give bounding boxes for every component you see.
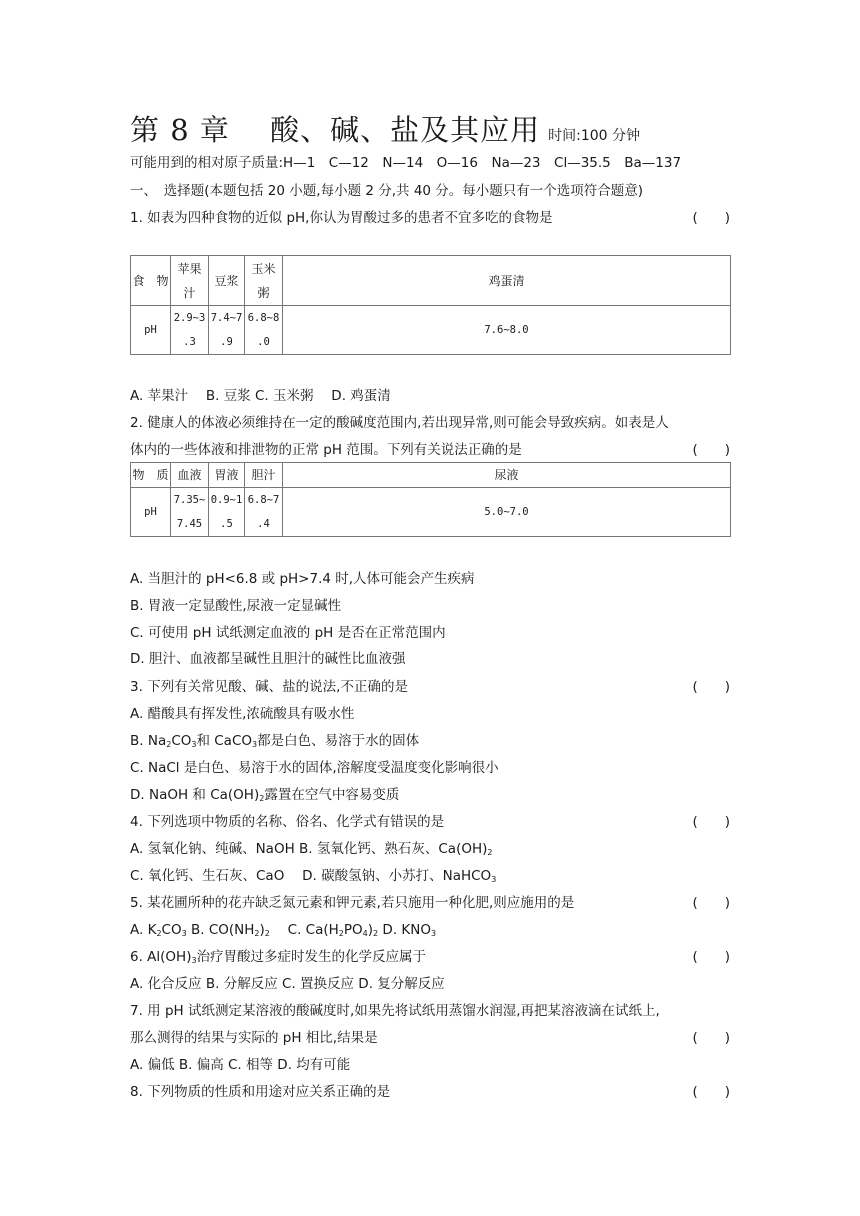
table-row	[131, 463, 731, 488]
q2-ph-table	[130, 462, 731, 537]
table-cell: 尿液	[283, 463, 731, 488]
question-3	[130, 678, 730, 696]
q1-ph-table	[130, 255, 731, 355]
table-cell: 鸡蛋清	[283, 256, 731, 306]
question-6-options: A. 化合反应 B. 分解反应 C. 置换反应 D. 复分解反应	[130, 976, 445, 992]
question-6-stem: 6. $Al(OH)_3$治疗胃酸过多症时发生的化学反应属于	[130, 949, 427, 965]
table-cell: 7.35~ 7.45	[171, 488, 209, 537]
question-3-option-b: B. $Na_2CO_3$和 CaCO$_3$都是白色、易溶于水的固体	[130, 733, 420, 749]
table-cell: 7.6~8.0	[283, 306, 731, 355]
question-4-options-ab: A. 氢氧化钠、纯碱、NaOH B. 氢氧化钙、熟石灰、$Ca(OH)_2$	[130, 841, 493, 857]
table-cell: 豆浆	[209, 256, 245, 306]
question-2-option-a: A. 当胆汁的 pH<6.8 或 pH>7.4 时,人体可能会产生疾病	[130, 571, 475, 587]
question-4-stem: 4. 下列选项中物质的名称、俗名、化学式有错误的是	[130, 814, 445, 830]
question-2-stem-line1: 2. 健康人的体液必须维持在一定的酸碱度范围内,若出现异常,则可能会导致疾病。如表是人	[130, 415, 669, 431]
time-limit: 时间:100 分钟	[548, 128, 640, 144]
answer-blank: ( )	[692, 210, 730, 226]
question-7-stem-line1: 7. 用 pH 试纸测定某溶液的酸碱度时,如果先将试纸用蒸馏水润湿,再把某溶液滴在试纸上,	[130, 1003, 660, 1019]
table-cell: 玉米 粥	[245, 256, 283, 306]
question-3-option-d: D. NaOH 和 $Ca(OH)_2$露置在空气中容易变质	[130, 787, 400, 803]
answer-blank: ( )	[692, 895, 730, 911]
answer-blank: ( )	[692, 442, 730, 458]
question-2	[130, 441, 730, 459]
table-cell: 7.4~7 .9	[209, 306, 245, 355]
answer-blank: ( )	[692, 949, 730, 965]
question-5	[130, 894, 730, 912]
question-7-stem-line2: 那么测得的结果与实际的 pH 相比,结果是	[130, 1030, 378, 1046]
question-4-options-cd: C. 氧化钙、生石灰、CaO D. 碳酸氢钠、小苏打、NaHCO$_3$	[130, 868, 497, 884]
question-7-options: A. 偏低 B. 偏高 C. 相等 D. 均有可能	[130, 1057, 351, 1073]
answer-blank: ( )	[692, 1084, 730, 1100]
table-cell: 苹果 汁	[171, 256, 209, 306]
question-2-option-d: D. 胆汁、血液都呈碱性且胆汁的碱性比血液强	[130, 651, 406, 667]
table-row	[131, 306, 731, 355]
table-cell: 胆汁	[245, 463, 283, 488]
table-cell: pH	[131, 488, 171, 537]
answer-blank: ( )	[692, 814, 730, 830]
question-5-stem: 5. 某花圃所种的花卉缺乏氮元素和钾元素,若只施用一种化肥,则应施用的是	[130, 895, 575, 911]
section-heading: 一、 选择题(本题包括 20 小题,每小题 2 分,共 40 分。每小题只有一个选项符合题意)	[130, 183, 644, 199]
question-1-stem: 1. 如表为四种食物的近似 pH,你认为胃酸过多的患者不宜多吃的食物是	[130, 210, 553, 226]
table-cell: 胃液	[209, 463, 245, 488]
answer-blank: ( )	[692, 679, 730, 695]
question-1-options: A. 苹果汁 B. 豆浆 C. 玉米粥 D. 鸡蛋清	[130, 388, 391, 404]
table-cell: 食 物	[131, 256, 171, 306]
table-row	[131, 256, 731, 306]
question-1	[130, 209, 730, 227]
question-2-option-c: C. 可使用 pH 试纸测定血液的 pH 是否在正常范围内	[130, 625, 446, 641]
question-4	[130, 813, 730, 831]
table-cell: 2.9~3 .3	[171, 306, 209, 355]
table-cell: pH	[131, 306, 171, 355]
table-cell: 血液	[171, 463, 209, 488]
table-cell: 物 质	[131, 463, 171, 488]
question-6	[130, 948, 730, 970]
table-cell: 6.8~8 .0	[245, 306, 283, 355]
question-3-option-a: A. 醋酸具有挥发性,浓硫酸具有吸水性	[130, 706, 355, 722]
question-5-options: A. $K_2CO_3$ B. $CO(NH_2)_2$ C. $Ca(H_2PO_4)_2$ D. $KNO_3$	[130, 922, 437, 938]
answer-blank: ( )	[692, 1030, 730, 1046]
table-cell: 6.8~7 .4	[245, 488, 283, 537]
question-8	[130, 1083, 730, 1101]
table-row	[131, 488, 731, 537]
table-cell: 0.9~1 .5	[209, 488, 245, 537]
question-3-stem: 3. 下列有关常见酸、碱、盐的说法,不正确的是	[130, 679, 408, 695]
question-2-stem-line2: 体内的一些体液和排泄物的正常 pH 范围。下列有关说法正确的是	[130, 442, 522, 458]
chapter-title	[130, 108, 640, 149]
table-cell: 5.0~7.0	[283, 488, 731, 537]
title-main: 第 8 章 酸、碱、盐及其应用	[130, 113, 541, 147]
question-3-option-c: C. NaCl 是白色、易溶于水的固体,溶解度受温度变化影响很小	[130, 760, 499, 776]
question-7	[130, 1029, 730, 1047]
question-8-stem: 8. 下列物质的性质和用途对应关系正确的是	[130, 1084, 391, 1100]
question-2-option-b: B. 胃液一定显酸性,尿液一定显碱性	[130, 598, 342, 614]
atomic-masses: 可能用到的相对原子质量:H—1 C—12 N—14 O—16 Na—23 Cl—35.5 Ba—137	[130, 155, 682, 171]
